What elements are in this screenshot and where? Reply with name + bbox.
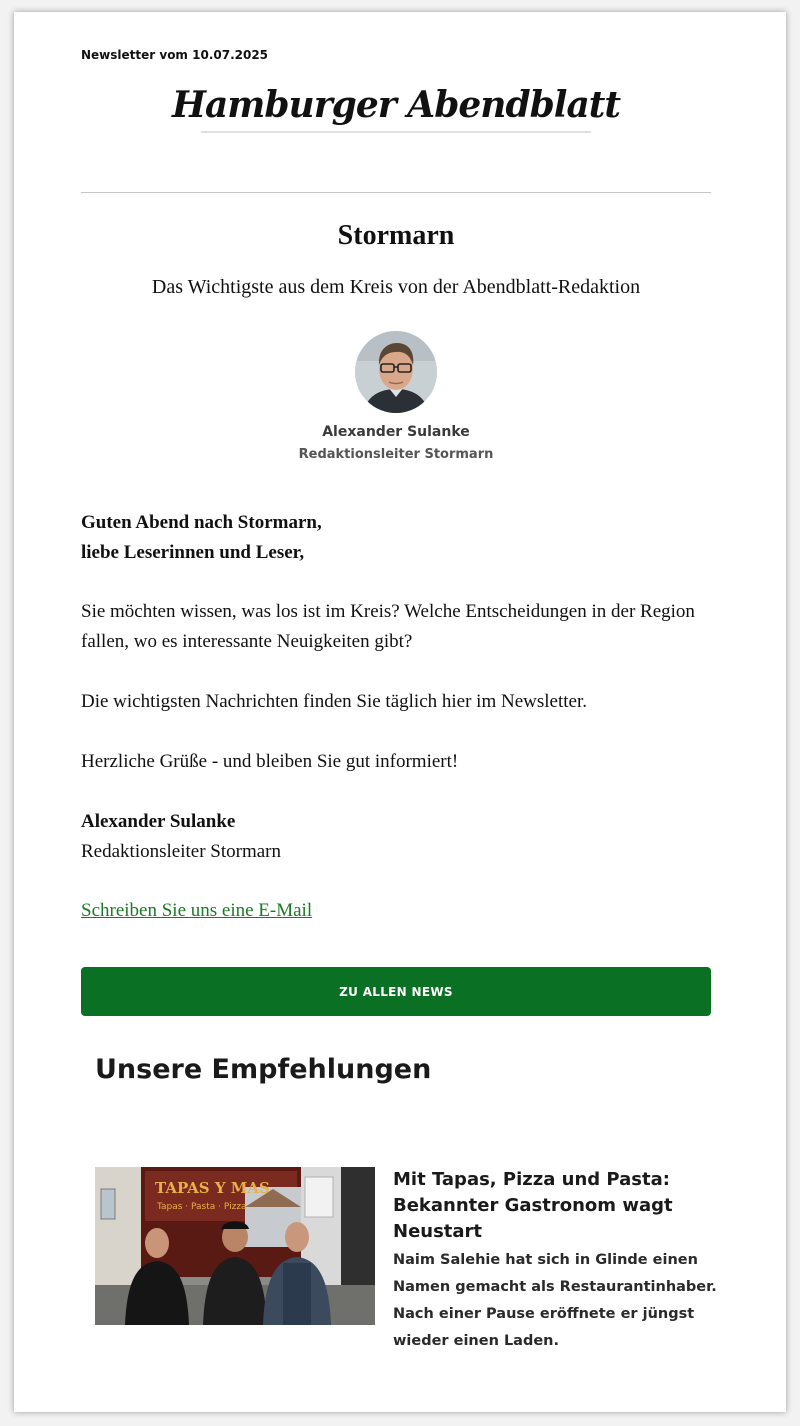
letter-paragraph-1: Sie möchten wissen, was los ist im Kreis? Welche Entscheidungen in der Region fallen, wo es interessante Neuigkeiten gibt? [81, 601, 695, 652]
recommendations-title: Unsere Empfehlungen [95, 1054, 432, 1085]
greeting-line-2: liebe Leserinnen und Leser, [81, 542, 305, 563]
logo-underline [201, 131, 591, 133]
article-image-sign-sub: Tapas · Pasta · Pizza [157, 1202, 247, 1212]
article-headline[interactable]: Mit Tapas, Pizza und Pasta: Bekannter Gastronom wagt Neustart [393, 1169, 673, 1242]
article-card[interactable] [95, 1167, 725, 1367]
header-divider [81, 192, 711, 193]
section-subtitle: Das Wichtigste aus dem Kreis von der Abendblatt-Redaktion [151, 276, 641, 298]
signature-name: Alexander Sulanke [81, 811, 236, 832]
letter-paragraph-3: Herzliche Grüße - und bleiben Sie gut informiert! [81, 751, 459, 772]
newsletter-frame [14, 12, 786, 1412]
greeting-line-1: Guten Abend nach Stormarn, [81, 512, 322, 533]
hamburger-abendblatt-logo[interactable]: Hamburger Abendblatt [171, 84, 621, 126]
letter-paragraph-2: Die wichtigsten Nachrichten finden Sie täglich hier im Newsletter. [81, 691, 587, 712]
all-news-button[interactable]: ZU ALLEN NEWS [81, 967, 711, 1016]
article-image[interactable] [95, 1167, 375, 1325]
newsletter-date: Newsletter vom 10.07.2025 [81, 48, 269, 62]
article-image-sign-title: TAPAS Y MAS [155, 1179, 270, 1197]
author-role: Redaktionsleiter Stormarn [298, 447, 494, 462]
email-link[interactable]: Schreiben Sie uns eine E-Mail [81, 900, 313, 921]
author-avatar [355, 331, 437, 413]
author-portrait-icon [355, 331, 437, 413]
signature-role: Redaktionsleiter Stormarn [81, 841, 281, 862]
author-name: Alexander Sulanke [322, 424, 470, 440]
restaurant-photo-icon [95, 1167, 375, 1325]
section-title: Stormarn [337, 220, 455, 251]
article-teaser[interactable]: Naim Salehie hat sich in Glinde einen Namen gemacht als Restaurantinhaber. Nach einer Pause eröffnete er jüngst wieder einen Laden. [393, 1252, 717, 1349]
